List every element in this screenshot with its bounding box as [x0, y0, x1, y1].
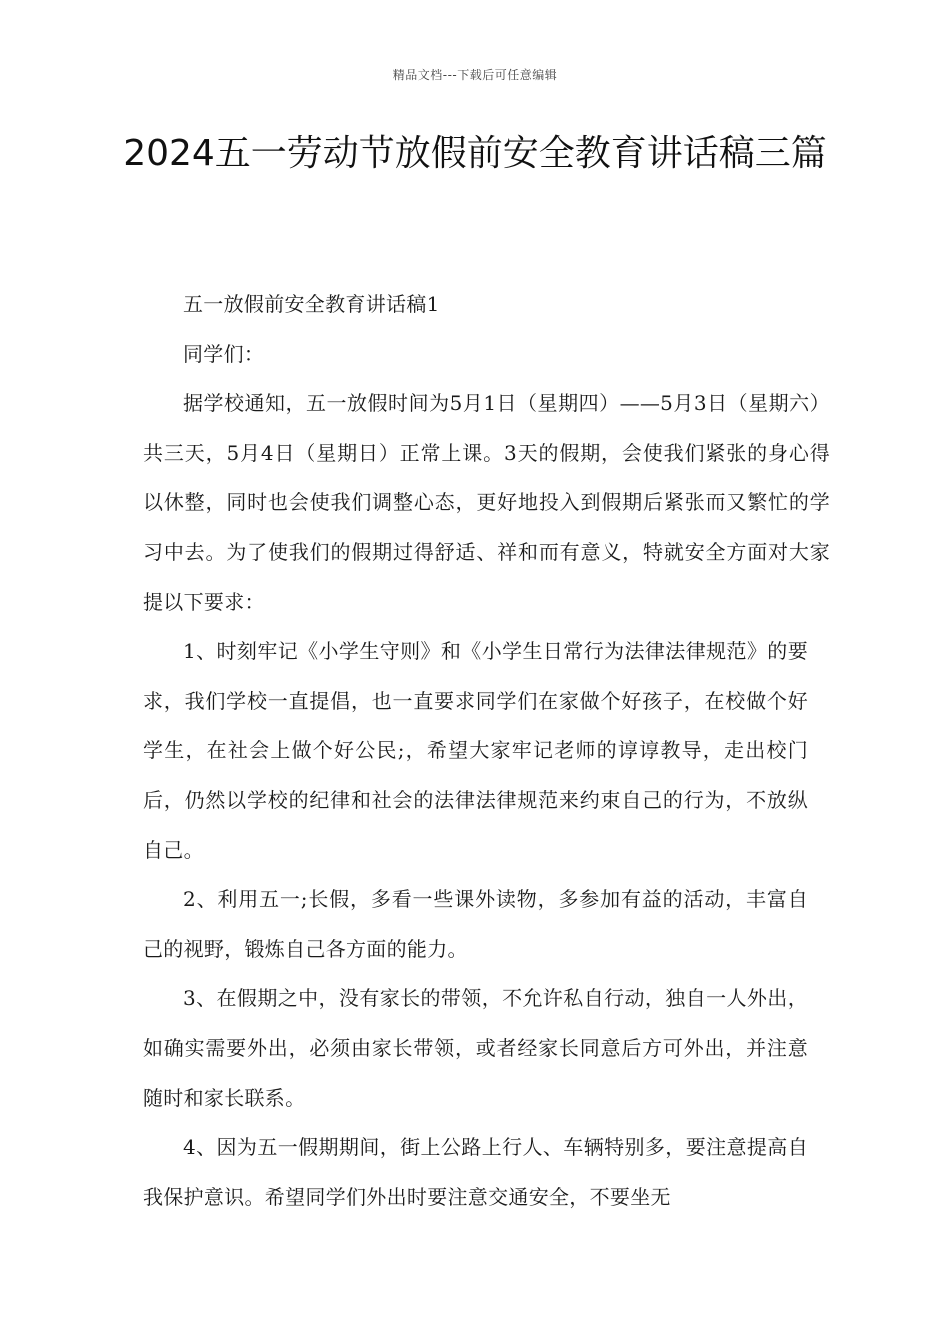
- paragraph: 4、因为五一假期期间，街上公路上行人、车辆特别多，要注意提高自我保护意识。希望同学们外出时要注意交通安全，不要坐无: [143, 1135, 808, 1209]
- paragraph: 3、在假期之中，没有家长的带领，不允许私自行动，独自一人外出，如确实需要外出，必须由家长带领，或者经家长同意后方可外出，并注意随时和家长联系。: [143, 986, 808, 1110]
- paragraph: 1、时刻牢记《小学生守则》和《小学生日常行为法律法律规范》的要求，我们学校一直提倡，也一直要求同学们在家做个好孩子，在校做个好学生，在社会上做个好公民;，希望大家牢记老师的谆谆教导，走出校门后，仍然以学校的纪律和社会的法律法律规范来约束自己的行为，不放纵自己。: [143, 639, 808, 862]
- document-body: [143, 280, 830, 1222]
- section-heading: 五一放假前安全教育讲话稿1: [183, 292, 440, 316]
- salutation: 同学们：: [183, 341, 265, 366]
- paragraph: 2、利用五一;长假，多看一些课外读物，多参加有益的活动，丰富自己的视野，锻炼自己各方面的能力。: [143, 887, 808, 961]
- paragraph: 据学校通知，五一放假时间为5月1日（星期四）——5月3日（星期六）共三天，5月4日（星期日）正常上课。3天的假期，会使我们紧张的身心得以休整，同时也会使我们调整心态，更好地投入到假期后紧张而又繁忙的学习中去。为了使我们的假期过得舒适、祥和而有意义，特就安全方面对大家提以下要求：: [143, 391, 830, 614]
- document-title: 2024五一劳动节放假前安全教育讲话稿三篇: [123, 133, 827, 174]
- header-note: 精品文档---下载后可任意编辑: [392, 68, 558, 82]
